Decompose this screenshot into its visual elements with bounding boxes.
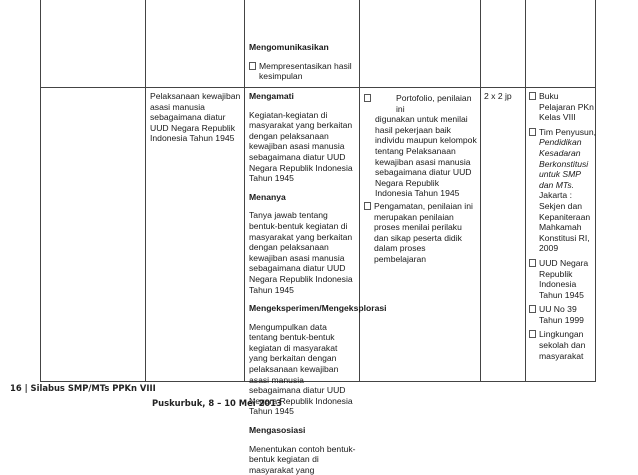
portfolio-text: digunakan untuk menilai hasil pekerjaan baik individu maupun kelompok tentang Pelaksanaan kewajiban asasi manusia sebagaimana diatur UUD Negara Republik Indonesia Tahun 1945 [375, 114, 477, 199]
mengomunikasikan-heading: Mengomunikasikan [249, 42, 329, 52]
checkbox-bullet-icon [249, 62, 256, 70]
checkbox-bullet-icon [364, 94, 371, 102]
mengamati-heading: Mengamati [249, 91, 294, 101]
observation-text: Pengamatan, penilaian ini merupakan penilaian proses menilai perilaku dan sikap peserta didik dalam proses pembelajaran [374, 200, 473, 264]
source-5-text: Lingkungan sekolah dan masyarakat [539, 329, 586, 361]
top-activity-cell [249, 42, 357, 82]
source-item-3 [529, 258, 597, 300]
source-item-5 [529, 329, 597, 361]
assessment-item-observation [364, 201, 478, 265]
material-text: Pelaksanaan kewajiban asasi manusia sebagaimana diatur UUD Negara Republik Indonesia Tahun 1945 [150, 91, 241, 144]
source-2-rest: Jakarta : Sekjen dan Kepaniteraan Mahkamah Konstitusi RI, 2009 [539, 190, 591, 254]
eksperimen-heading: Mengeksperimen/Mengeksplorasi [249, 303, 387, 314]
source-2-lead: Tim Penyusun, [539, 126, 596, 137]
source-3-text: UUD Negara Republik Indonesia Tahun 1945 [539, 257, 589, 300]
checkbox-bullet-icon [364, 202, 371, 210]
mengamati-text: Kegiatan-kegiatan di masyarakat yang berkaitan dengan pelaksanaan kewajiban asasi manusia sebagaimana diatur UUD Negara Republik Indonesia Tahun 1945 [249, 109, 353, 184]
menanya-heading: Menanya [249, 191, 286, 202]
source-item-1 [529, 91, 597, 123]
table-border-left [40, 0, 41, 381]
checkbox-bullet-icon [529, 128, 536, 136]
menanya-text: Tanya jawab tentang bentuk-bentuk kegiatan di masyarakat yang berkaitan dengan pelaksanaan kewajiban asasi manusia sebagaimana diatur UUD Negara Republik Indonesia Tahun 1945 [249, 210, 353, 295]
page-footer-label: 16 | Silabus SMP/MTs PPKn VIII [10, 383, 156, 393]
assessment-cell [364, 93, 478, 265]
material-cell [150, 91, 242, 144]
table-divider-4 [480, 0, 481, 381]
portfolio-lead: Portofolio, penilaian ini [396, 93, 472, 114]
sources-cell [529, 91, 597, 361]
assessment-item-portfolio [364, 93, 478, 114]
activities-cell [249, 91, 387, 475]
bullet-item [249, 61, 357, 82]
checkbox-bullet-icon [529, 330, 536, 338]
time-cell [484, 91, 524, 102]
bullet-text: Mempresentasikan hasil kesimpulan [259, 60, 352, 82]
eksperimen-text: Mengumpulkan data tentang bentuk-bentuk kegiatan di masyarakat yang berkaitan dengan pelaksanaan kewajiban asasi manusia sebagaimana diatur UUD Negara Republik Indonesia Tahun 1945 [249, 321, 353, 417]
source-1-text: Buku Pelajaran PKn Kelas VIII [539, 91, 594, 123]
table-divider-2 [244, 0, 245, 381]
source-4-text: UU No 39 Tahun 1999 [539, 304, 584, 325]
asosiasi-heading: Mengasosiasi [249, 425, 306, 436]
table-divider-1 [145, 0, 146, 381]
source-2-title: Pendidikan Kesadaran Berkonstitusi untuk SMP dan MTs. [539, 137, 589, 190]
checkbox-bullet-icon [529, 259, 536, 267]
table-divider-5 [525, 0, 526, 381]
asosiasi-text: Menentukan contoh bentuk-bentuk kegiatan di masyarakat yang [249, 443, 356, 475]
checkbox-bullet-icon [529, 92, 536, 100]
source-item-4 [529, 304, 597, 325]
footer-place-date: Puskurbuk, 8 – 10 Mei 2013 [152, 398, 282, 408]
table-divider-3 [359, 0, 360, 381]
checkbox-bullet-icon [529, 305, 536, 313]
source-item-2 [529, 127, 597, 254]
row-separator [40, 87, 596, 88]
time-allocation: 2 x 2 jp [484, 91, 512, 101]
